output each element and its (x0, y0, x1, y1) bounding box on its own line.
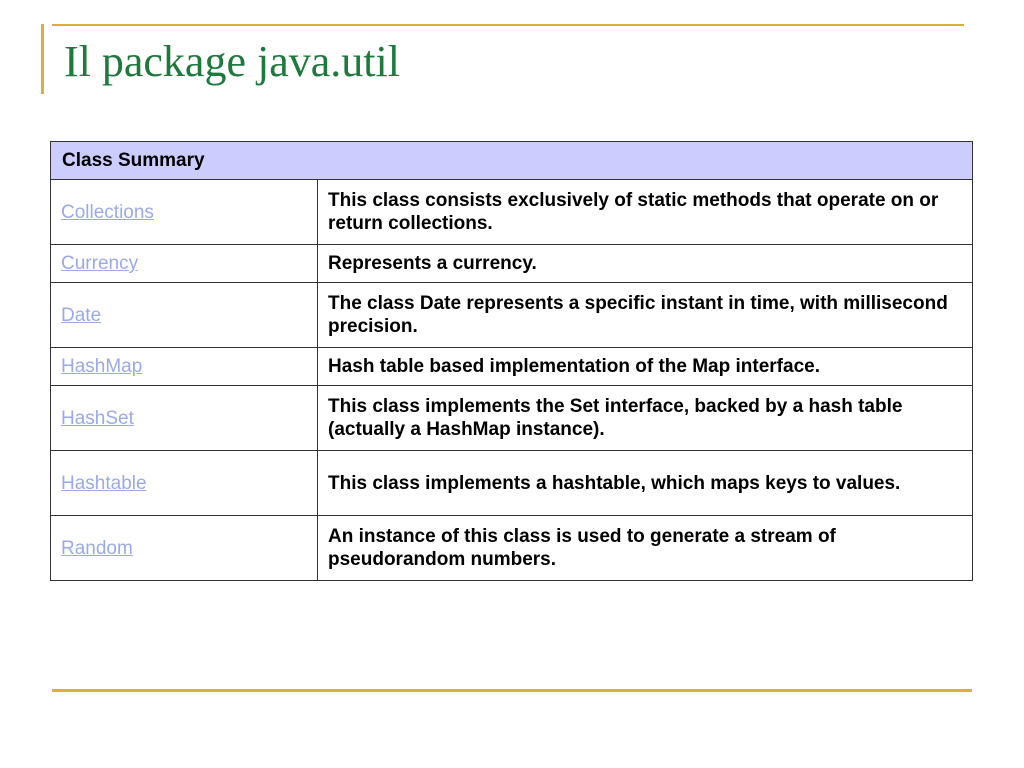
class-link-date[interactable]: Date (61, 304, 102, 326)
table-row (51, 283, 973, 348)
table-header: Class Summary (51, 142, 973, 180)
table-row (51, 386, 973, 451)
class-name-cell (51, 516, 318, 581)
class-name-cell (51, 245, 318, 283)
left-accent-line (41, 24, 44, 94)
bottom-accent-line (52, 689, 972, 692)
class-link-hashtable[interactable]: Hashtable (61, 472, 147, 494)
slide-title: Il package java.util (64, 37, 400, 86)
class-link-currency[interactable]: Currency (61, 253, 139, 274)
class-link-hashset[interactable]: HashSet (61, 407, 134, 429)
table-row (51, 451, 973, 516)
class-summary-table (50, 141, 973, 581)
class-link-random[interactable]: Random (61, 537, 133, 559)
table-row (51, 245, 973, 283)
class-name-cell (51, 386, 318, 451)
class-description: This class implements a hashtable, which maps keys to values. (318, 451, 973, 516)
table-row (51, 348, 973, 386)
class-name-cell (51, 283, 318, 348)
class-description: This class consists exclusively of static methods that operate on or return collections. (318, 180, 973, 245)
class-description: The class Date represents a specific instant in time, with millisecond precision. (318, 283, 973, 348)
class-name-cell (51, 180, 318, 245)
table-row (51, 516, 973, 581)
top-accent-line (52, 24, 964, 26)
class-name-cell (51, 451, 318, 516)
class-link-collections[interactable]: Collections (61, 201, 154, 223)
class-description: Represents a currency. (318, 245, 973, 283)
table-row (51, 180, 973, 245)
class-description: An instance of this class is used to generate a stream of pseudorandom numbers. (318, 516, 973, 581)
class-description: Hash table based implementation of the Map interface. (318, 348, 973, 386)
class-name-cell (51, 348, 318, 386)
class-description: This class implements the Set interface, backed by a hash table (actually a HashMap instance). (318, 386, 973, 451)
class-link-hashmap[interactable]: HashMap (61, 356, 143, 377)
table-header-row (51, 142, 973, 180)
